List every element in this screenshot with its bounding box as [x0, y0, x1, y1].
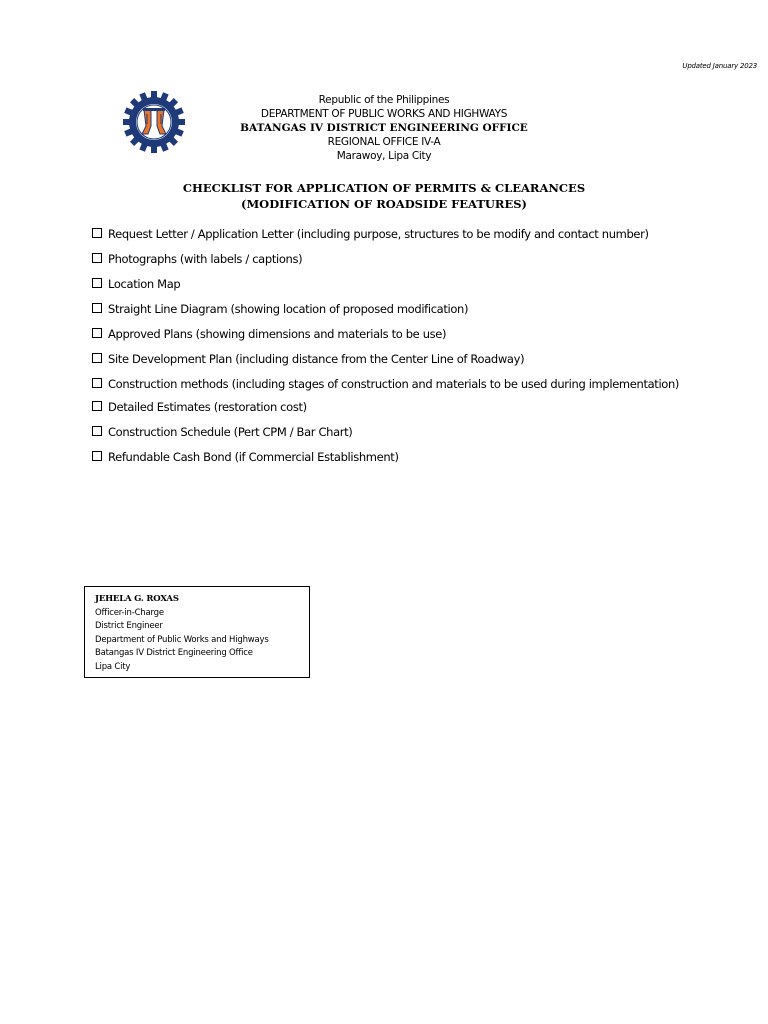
signatory-name: JEHELA G. ROXAS — [95, 594, 179, 604]
regional-office-line: REGIONAL OFFICE IV-A — [327, 136, 441, 148]
checkbox[interactable] — [92, 328, 102, 338]
checklist-item-label: Site Development Plan (including distance from the Center Line of Roadway) — [108, 352, 525, 366]
checklist-item-label: Construction methods (including stages of construction and materials to be used during implementation) — [108, 377, 680, 391]
title-line-1: CHECKLIST FOR APPLICATION OF PERMITS & CLEARANCES — [182, 181, 586, 195]
checklist-item-label: Location Map — [108, 277, 181, 291]
checklist-item-label: Approved Plans (showing dimensions and materials to be use) — [108, 327, 447, 341]
checklist-item — [90, 276, 690, 293]
checklist-item-label: Detailed Estimates (restoration cost) — [108, 400, 307, 414]
checklist-item — [90, 351, 690, 368]
checklist-item — [90, 424, 690, 441]
signatory-department: Department of Public Works and Highways — [95, 634, 269, 645]
checklist-item — [90, 376, 690, 393]
checklist-item — [90, 251, 690, 268]
checklist-item-label: Construction Schedule (Pert CPM / Bar Chart) — [108, 425, 353, 439]
title-line-2: (MODIFICATION OF ROADSIDE FEATURES) — [241, 197, 527, 211]
checklist-item-label: Refundable Cash Bond (if Commercial Establishment) — [108, 450, 399, 464]
checklist-item-label: Photographs (with labels / captions) — [108, 252, 303, 266]
signatory-title: District Engineer — [95, 621, 163, 631]
location-line: Marawoy, Lipa City — [336, 150, 432, 162]
checklist-item — [90, 301, 690, 318]
department-line: DEPARTMENT OF PUBLIC WORKS AND HIGHWAYS — [260, 108, 508, 120]
checklist-item — [90, 399, 690, 416]
checkbox[interactable] — [92, 228, 102, 238]
signatory-box — [84, 586, 310, 678]
checkbox[interactable] — [92, 353, 102, 363]
signatory-city: Lipa City — [95, 661, 131, 672]
checkbox[interactable] — [92, 303, 102, 313]
checklist-item-label: Straight Line Diagram (showing location of proposed modification) — [108, 302, 469, 316]
checklist-item — [90, 326, 690, 343]
signatory-position: Officer-in-Charge — [95, 607, 164, 618]
republic-line: Republic of the Philippines — [318, 94, 450, 106]
checkbox[interactable] — [92, 426, 102, 436]
updated-date: Updated January 2023 — [682, 62, 757, 70]
checkbox[interactable] — [92, 451, 102, 461]
checklist-item — [90, 449, 690, 466]
checkbox[interactable] — [92, 401, 102, 411]
requirements-checklist — [90, 226, 690, 474]
document-title — [84, 180, 684, 212]
dpwh-seal-icon — [122, 90, 186, 154]
district-office-line: BATANGAS IV DISTRICT ENGINEERING OFFICE — [240, 122, 528, 134]
checkbox[interactable] — [92, 378, 102, 388]
checklist-item — [90, 226, 690, 243]
letterhead — [184, 93, 584, 163]
checklist-item-label: Request Letter / Application Letter (including purpose, structures to be modify and contact number) — [108, 227, 649, 241]
checkbox[interactable] — [92, 278, 102, 288]
signatory-office: Batangas IV District Engineering Office — [95, 648, 253, 658]
checkbox[interactable] — [92, 253, 102, 263]
